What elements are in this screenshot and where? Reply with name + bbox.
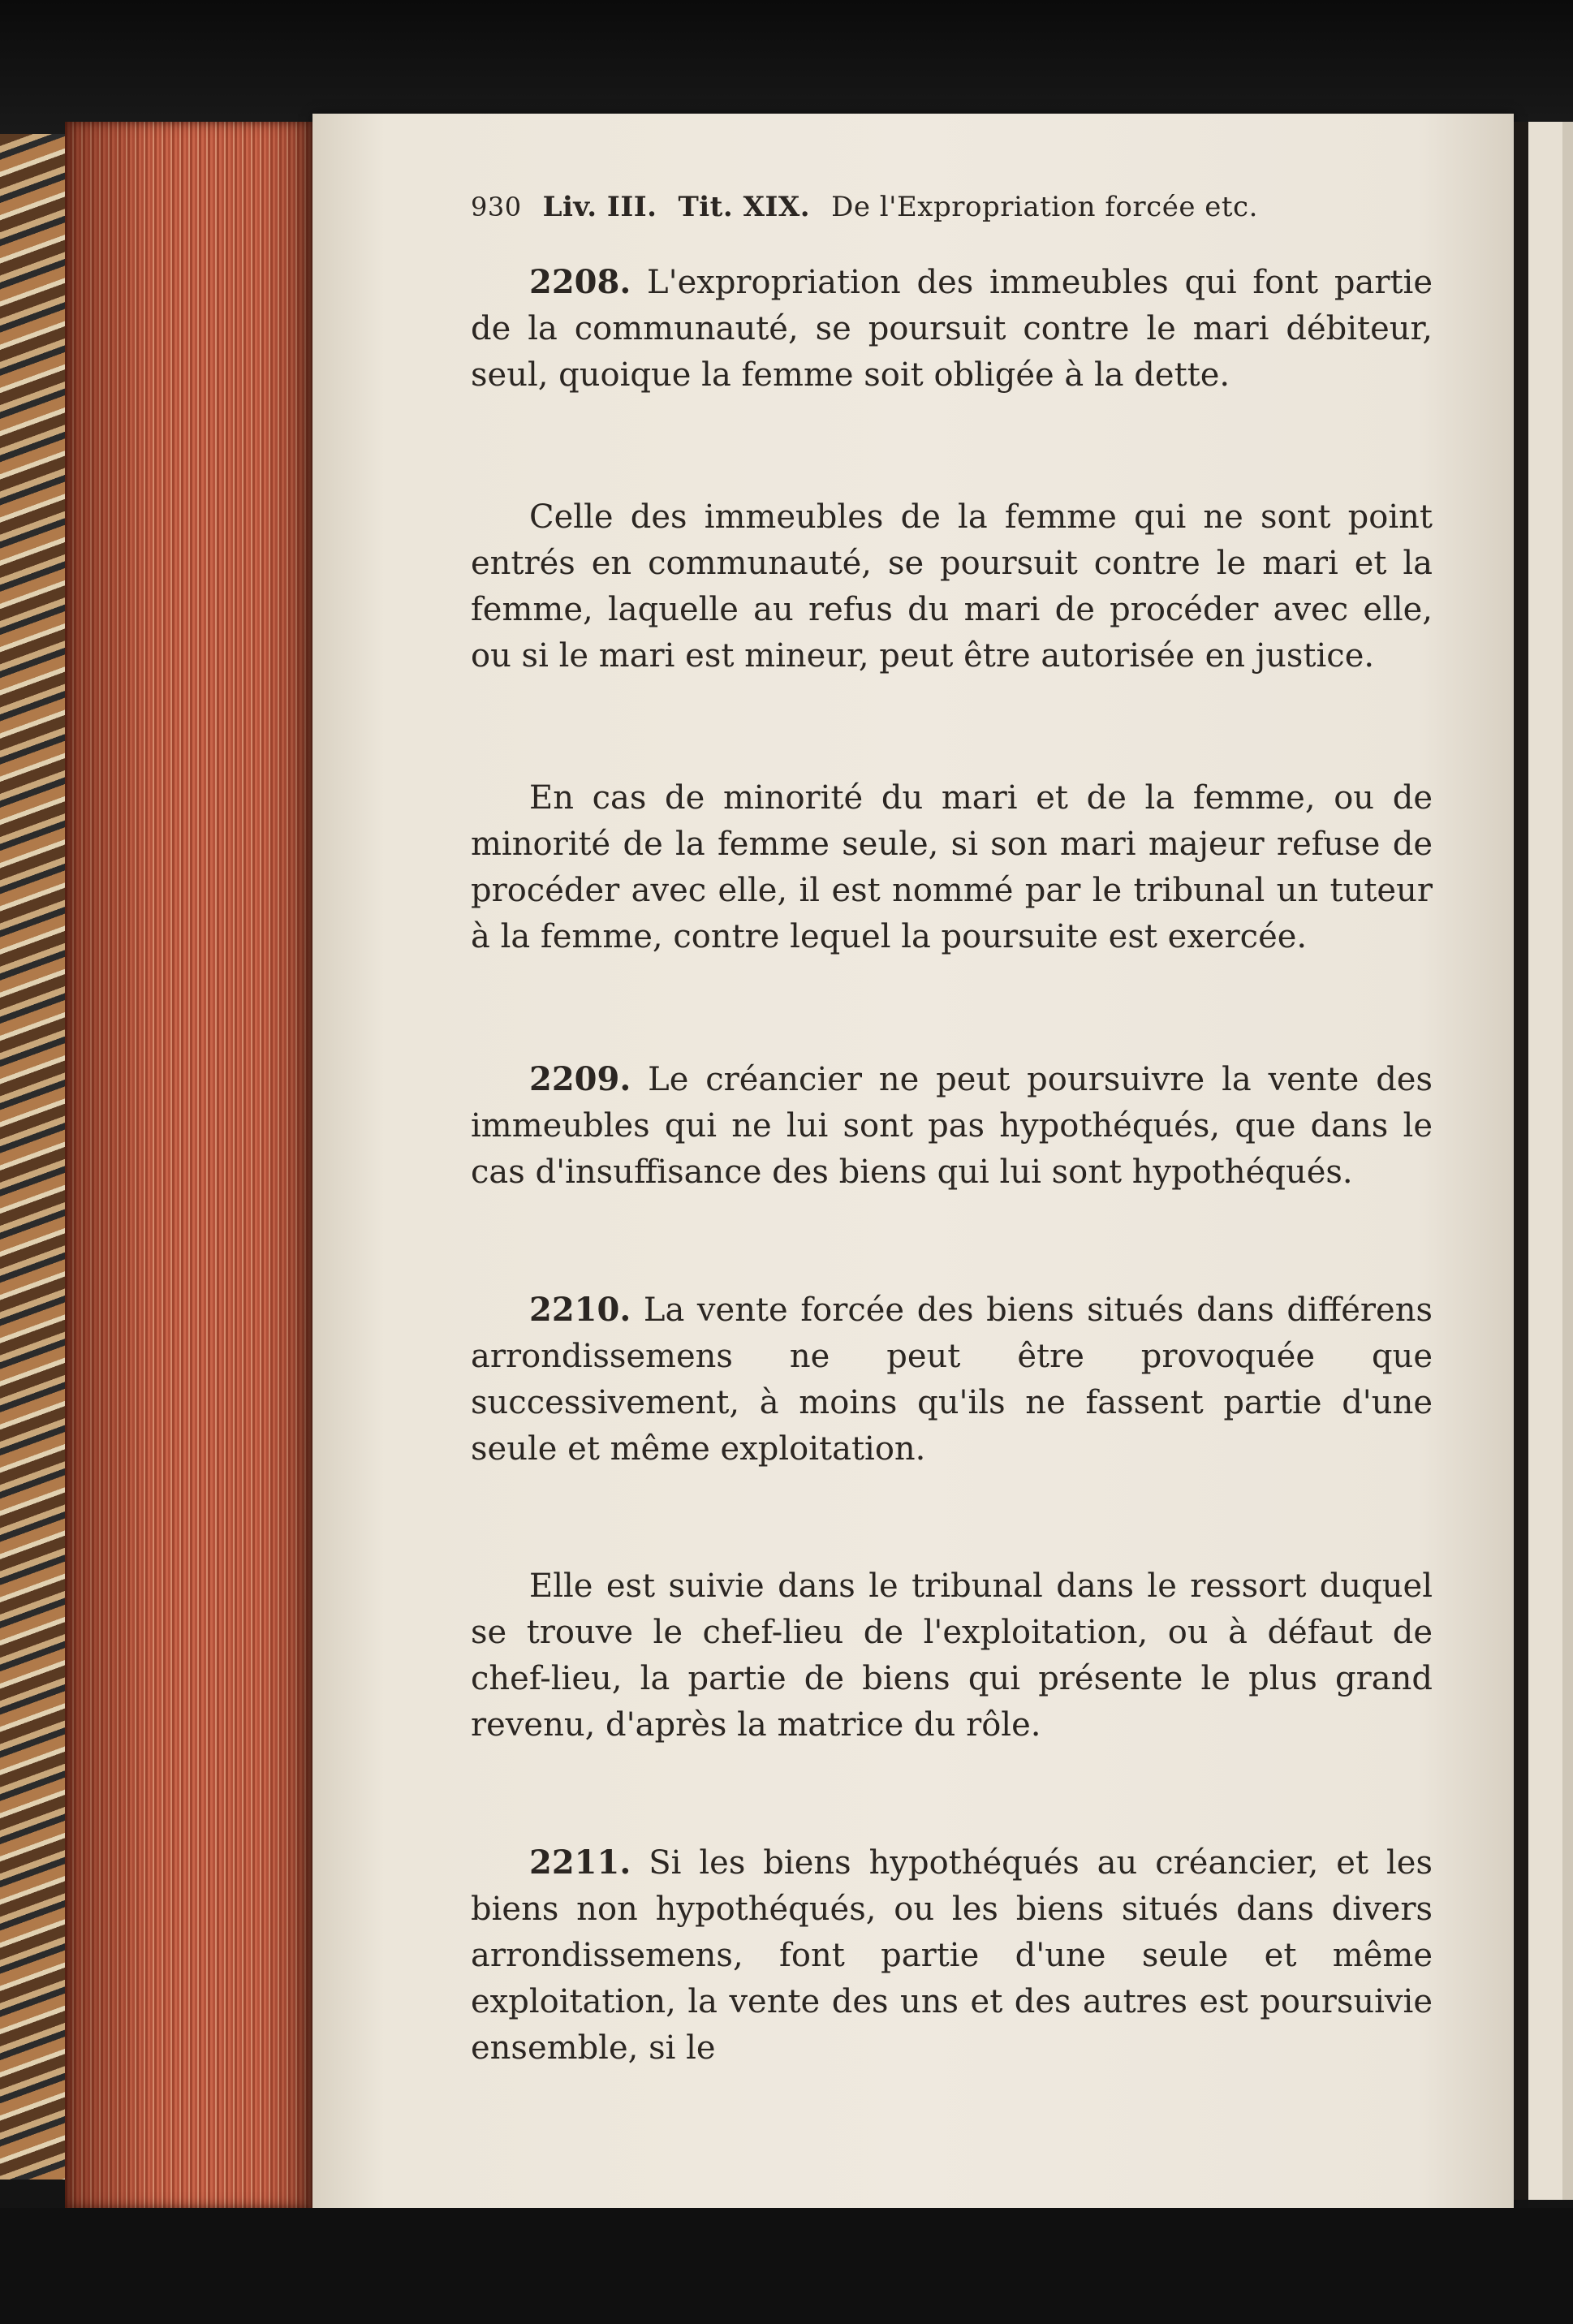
article-number: 2211. [529, 1843, 631, 1882]
paragraph-text: Elle est suivie dans le tribunal dans le ressort duquel se trouve le chef-lieu de l'exploitation, ou à défaut de chef-lieu, la partie de biens qui présente le plus grand revenu, d'après la matrice du rôle. [471, 1567, 1433, 1744]
article-number: 2208. [529, 263, 631, 301]
running-title: De l'Expropriation forcée etc. [831, 191, 1258, 223]
article-2208-para-1 [471, 259, 1433, 399]
scanner-background-bottom [0, 2208, 1573, 2324]
article-2208-para-2 [471, 494, 1433, 679]
running-head [471, 191, 1433, 223]
paragraph-text: Le créancier ne peut poursuivre la vente des immeubles qui ne lui sont pas hypothéqués, que dans le cas d'insuffisance des biens qui lui sont hypothéqués. [471, 1061, 1433, 1191]
title-number: Tit. XIX. [678, 191, 811, 223]
article-2208-para-3 [471, 775, 1433, 960]
article-2211 [471, 1839, 1433, 2072]
page-text-block [471, 191, 1433, 2167]
article-2210-para-2 [471, 1563, 1433, 1748]
facing-page-edge [1514, 122, 1573, 2200]
marbled-cover-edge [0, 134, 65, 2180]
paragraph-text: En cas de minorité du mari et de la femme, ou de minorité de la femme seule, si son mari majeur refuse de procéder avec elle, il est nommé par le tribunal un tuteur à la femme, contre lequel la poursuite est exercée. [471, 779, 1433, 955]
article-number: 2209. [529, 1060, 631, 1098]
article-number: 2210. [529, 1291, 631, 1329]
book-number: Liv. III. [542, 191, 657, 223]
page-number: 930 [471, 192, 522, 222]
paragraph-text: Si les biens hypothéqués au créancier, et les biens non hypothéqués, ou les biens situés dans divers arrondissemens, font partie d'une seule et même exploitation, la vente des uns et des autres est poursuivie ensemble, si le [471, 1844, 1433, 2067]
paragraph-text: La vente forcée des biens situés dans différens arrondissemens ne peut être provoquée que successivement, à moins qu'ils ne fassent partie d'une seule et même exploitation. [471, 1291, 1433, 1468]
article-2210-para-1 [471, 1287, 1433, 1472]
page-block-shading [65, 122, 312, 2208]
article-2209 [471, 1056, 1433, 1196]
paragraph-text: Celle des immeubles de la femme qui ne sont point entrés en communauté, se poursuit contre le mari et la femme, laquelle au refus du mari de procéder avec elle, ou si le mari est mineur, peut être autorisée en justice. [471, 498, 1433, 675]
paragraph-text: L'expropriation des immeubles qui font partie de la communauté, se poursuit contre le mari débiteur, seul, quoique la femme soit obligée à la dette. [471, 264, 1433, 394]
